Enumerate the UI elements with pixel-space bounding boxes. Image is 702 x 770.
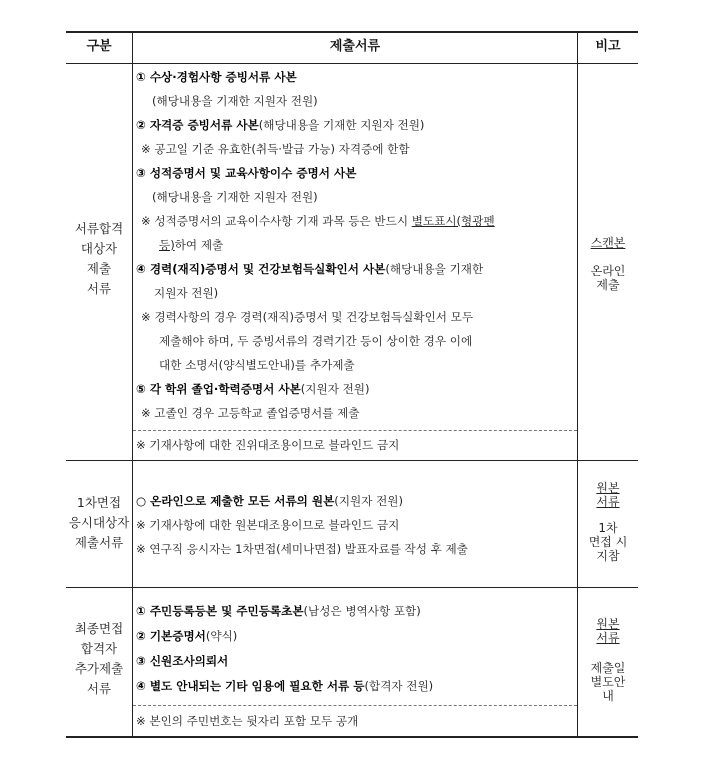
remark-submit: 제출 xyxy=(596,278,620,292)
doc-line xyxy=(136,603,576,619)
doc-line xyxy=(141,309,581,325)
header-category: 구분 xyxy=(86,39,112,54)
doc-text: (남성은 병역사항 포함) xyxy=(303,604,421,618)
header-documents: 제출서류 xyxy=(329,39,381,54)
remark-interview: 면접 시 xyxy=(588,535,628,549)
doc-text: (합격자 전원) xyxy=(364,679,434,693)
doc-text: 대한 소명서(양식별도안내)를 추가제출 xyxy=(159,358,355,372)
doc-title: ⑤ 각 학위 졸업·학력증명서 사본 xyxy=(136,382,301,396)
doc-text: 하여 제출 xyxy=(174,238,224,252)
doc-line xyxy=(136,69,576,85)
doc-line xyxy=(159,333,599,349)
section1-label-line: 서류합격 xyxy=(74,221,124,236)
doc-title: 온라인으로 제출한 모든 서류의 원본 xyxy=(150,494,335,508)
remark-online: 온라인 xyxy=(590,264,626,278)
section3-remarks xyxy=(578,617,638,703)
section2-label-line: 응시대상자 xyxy=(68,515,130,530)
doc-text: (지원자 전원) xyxy=(300,382,370,396)
section1-label-line: 제출 xyxy=(86,261,112,276)
doc-line xyxy=(152,189,592,205)
doc-line xyxy=(136,437,576,453)
remark-original: 원본 xyxy=(596,617,620,631)
remark-guidance: 내 xyxy=(602,689,614,703)
doc-line xyxy=(136,678,576,694)
remark-bring: 지참 xyxy=(596,549,620,563)
doc-line xyxy=(141,213,581,229)
remark-separate: 별도안 xyxy=(590,675,626,689)
doc-title: ② 자격증 증빙서류 사본 xyxy=(136,118,259,132)
section3-dashed-divider xyxy=(133,705,577,706)
doc-line xyxy=(136,381,576,397)
doc-line xyxy=(136,517,576,533)
remark-original: 원본 xyxy=(596,481,620,495)
doc-title: ④ 별도 안내되는 기타 임용에 필요한 서류 등 xyxy=(136,679,365,693)
doc-text: (해당내용을 기재한 지원자 전원) xyxy=(152,94,318,108)
table-bottom-border xyxy=(66,736,638,738)
remark-submission-date: 제출일 xyxy=(590,661,626,675)
section3-label-line: 최종면접 xyxy=(74,621,124,636)
doc-line xyxy=(154,285,594,301)
remark-first: 1차 xyxy=(598,521,618,535)
doc-line xyxy=(141,405,581,421)
section2-bottom-border xyxy=(66,587,638,588)
doc-title: ① 수상·경험사항 증빙서류 사본 xyxy=(136,70,297,84)
section1-label-line: 대상자 xyxy=(80,241,118,256)
doc-bullet: ○ xyxy=(136,494,151,508)
remark-documents: 서류 xyxy=(596,495,620,509)
section1-bottom-border xyxy=(66,460,638,461)
doc-line xyxy=(136,653,576,669)
doc-line xyxy=(141,141,581,157)
doc-text: ※ 고졸인 경우 고등학교 졸업증명서를 제출 xyxy=(141,406,360,420)
header-bottom-border xyxy=(66,63,638,64)
doc-text: (지원자 전원) xyxy=(334,494,404,508)
doc-line xyxy=(136,261,576,277)
doc-text: ※ 기재사항에 대한 진위대조용이므로 블라인드 금지 xyxy=(136,438,400,452)
doc-title: ③ 성적증명서 및 교육사항이수 증명서 사본 xyxy=(136,166,357,180)
section2-label xyxy=(66,493,132,553)
doc-line xyxy=(136,165,576,181)
doc-line xyxy=(152,93,592,109)
doc-text: (약식) xyxy=(205,629,238,643)
doc-line xyxy=(159,237,599,253)
column-divider-1 xyxy=(132,31,133,738)
doc-text: (해당내용을 기재한 xyxy=(385,262,484,276)
section3-label-line: 추가제출 xyxy=(74,661,124,676)
doc-text: ※ 경력사항의 경우 경력(재직)증명서 및 건강보험득실확인서 모두 xyxy=(141,310,474,324)
doc-line xyxy=(159,357,599,373)
doc-line xyxy=(136,628,576,644)
section1-label xyxy=(66,219,132,299)
doc-line xyxy=(136,117,576,133)
section1-label-line: 서류 xyxy=(86,281,112,296)
doc-title: ③ 신원조사의뢰서 xyxy=(136,654,229,668)
doc-text: ※ 연구직 응시자는 1차면접(세미나면접) 발표자료를 작성 후 제출 xyxy=(136,542,468,556)
documents-table xyxy=(66,31,638,738)
section3-label-line: 합격자 xyxy=(80,641,118,656)
doc-title: ④ 경력(재직)증명서 및 건강보험득실확인서 사본 xyxy=(136,262,386,276)
doc-text: (해당내용을 기재한 지원자 전원) xyxy=(258,118,425,132)
remark-documents: 서류 xyxy=(596,631,620,645)
doc-text: (해당내용을 기재한 지원자 전원) xyxy=(152,190,318,204)
doc-line xyxy=(136,493,576,509)
doc-text: 지원자 전원) xyxy=(154,286,219,300)
header-remarks: 비고 xyxy=(595,39,621,54)
doc-underlined: 별도표시(형광펜 xyxy=(411,214,495,228)
section3-label xyxy=(66,619,132,699)
doc-title: ① 주민등록등본 및 주민등록초본 xyxy=(136,604,304,618)
doc-underlined: 등) xyxy=(159,238,175,252)
doc-line xyxy=(136,541,576,557)
remark-scan: 스캔본 xyxy=(590,236,626,250)
section1-dashed-divider xyxy=(133,430,577,431)
doc-text: 제출해야 하며, 두 증빙서류의 경력기간 등이 상이한 경우 이에 xyxy=(159,334,473,348)
section2-remarks xyxy=(578,481,638,563)
section2-label-line: 제출서류 xyxy=(74,535,124,550)
section3-label-line: 서류 xyxy=(86,681,112,696)
doc-text: ※ 본인의 주민번호는 뒷자리 포함 모두 공개 xyxy=(136,714,359,728)
table-top-border xyxy=(66,31,638,33)
doc-text: ※ 기재사항에 대한 원본대조용이므로 블라인드 금지 xyxy=(136,518,400,532)
section2-label-line: 1차면접 xyxy=(76,495,122,510)
doc-text: ※ 공고일 기준 유효한(취득·발급 가능) 자격증에 한함 xyxy=(141,142,410,156)
doc-line xyxy=(136,713,576,729)
doc-title: ② 기본증명서 xyxy=(136,629,206,643)
doc-text: ※ 성적증명서의 교육이수사항 기재 과목 등은 반드시 xyxy=(141,214,412,228)
